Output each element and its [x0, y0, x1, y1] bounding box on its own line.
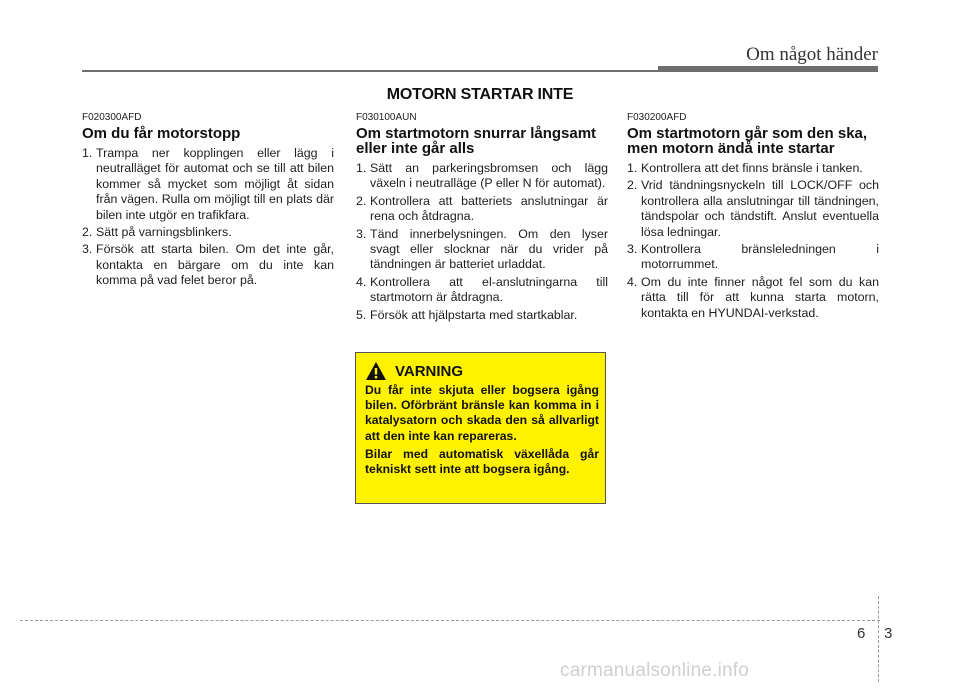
step-number: 5.	[356, 307, 367, 322]
footer-divider	[878, 596, 879, 682]
list-item	[356, 194, 608, 225]
step-number: 2.	[356, 193, 367, 208]
page-number: 3	[884, 625, 893, 642]
step-text: Försök att hjälpstarta med startkablar.	[370, 307, 578, 322]
section-code: F030200AFD	[627, 112, 687, 123]
step-list	[82, 146, 334, 289]
warning-label: VARNING	[395, 362, 464, 380]
warning-header	[365, 361, 599, 381]
step-number: 3.	[82, 242, 93, 257]
step-number: 1.	[82, 146, 93, 160]
step-list	[627, 161, 879, 321]
step-number: 4.	[627, 274, 638, 289]
step-text: Om du inte finner något fel som du kan rätta till för att kunna starta motorn, kontakta en HYUNDAI-verkstad.	[641, 274, 879, 320]
list-item	[82, 146, 334, 223]
step-list	[356, 161, 608, 323]
step-number: 4.	[356, 274, 367, 289]
page-chapter-number: 6	[857, 625, 866, 642]
step-number: 3.	[627, 242, 638, 257]
step-number: 2.	[82, 225, 93, 240]
step-text: Vrid tändningsnyckeln till LOCK/OFF och kontrollera alla anslutningar till tändningen, tändspolar och tändstift. Anslut eventuella lösa ledningar.	[641, 178, 879, 239]
step-text: Försök att starta bilen. Om det inte går, kontakta en bärgare om du inte kan komma på vad felet beror på.	[96, 242, 334, 288]
list-item	[356, 275, 608, 306]
column-slow-starter	[356, 112, 608, 325]
section-title: MOTORN STARTAR INTE	[386, 86, 574, 103]
step-text: Tänd innerbelysningen. Om den lyser svagt eller slocknar när du vrider på tändningen är batteriet urladdat.	[370, 226, 608, 272]
section-heading: Om startmotorn går som den ska, men motorn ändå inte startar	[627, 125, 868, 157]
step-text: Kontrollera att batteriets anslutningar är rena och åtdragna.	[370, 193, 608, 224]
list-item	[627, 161, 879, 176]
warning-text: Bilar med automatisk växellåda går tekniskt sett inte att bogsera igång.	[365, 446, 599, 477]
step-number: 1.	[356, 161, 367, 175]
column-motor-stall	[82, 112, 334, 291]
chapter-title: Om något händer	[746, 44, 878, 65]
section-code: F030100AUN	[356, 112, 417, 123]
header-bar	[658, 66, 878, 72]
step-number: 1.	[627, 161, 638, 175]
step-text: Kontrollera att el-anslutningarna till startmotorn är åtdragna.	[370, 274, 608, 305]
step-text: Sätt på varningsblinkers.	[96, 225, 232, 240]
step-text: Sätt an parkeringsbromsen och lägg växeln i neutralläge (P eller N för automat).	[370, 161, 608, 191]
step-text: Trampa ner kopplingen eller lägg i neutralläget för automat och se till att bilen kommer så mycket som möjligt åt sidan från vägen. Rulla om möjligt till en plats där bilen inte utgör en trafikfara.	[96, 146, 334, 222]
footer-rule	[20, 620, 880, 621]
list-item	[627, 242, 879, 273]
list-item	[356, 308, 608, 323]
step-number: 2.	[627, 178, 638, 193]
list-item	[82, 225, 334, 240]
section-heading: Om du får motorstopp	[82, 125, 241, 142]
warning-box	[355, 352, 606, 504]
section-code: F020300AFD	[82, 112, 142, 123]
column-engine-no-start	[627, 112, 879, 323]
step-number: 3.	[356, 226, 367, 241]
list-item	[82, 242, 334, 288]
warning-text: Du får inte skjuta eller bogsera igång bilen. Oförbränt bränsle kan komma in i katalysatorn och skada den så allvarligt att den inte kan repareras.	[365, 383, 599, 443]
list-item	[356, 227, 608, 273]
list-item	[356, 161, 608, 192]
section-heading: Om startmotorn snurrar långsamt eller inte går alls	[356, 125, 597, 157]
step-text: Kontrollera att det finns bränsle i tanken.	[641, 161, 863, 175]
warning-triangle-icon	[365, 361, 387, 381]
list-item	[627, 178, 879, 240]
watermark: carmanualsonline.info	[560, 660, 750, 681]
list-item	[627, 275, 879, 321]
step-text: Kontrollera bränsleledningen i motorrummet.	[641, 242, 879, 272]
